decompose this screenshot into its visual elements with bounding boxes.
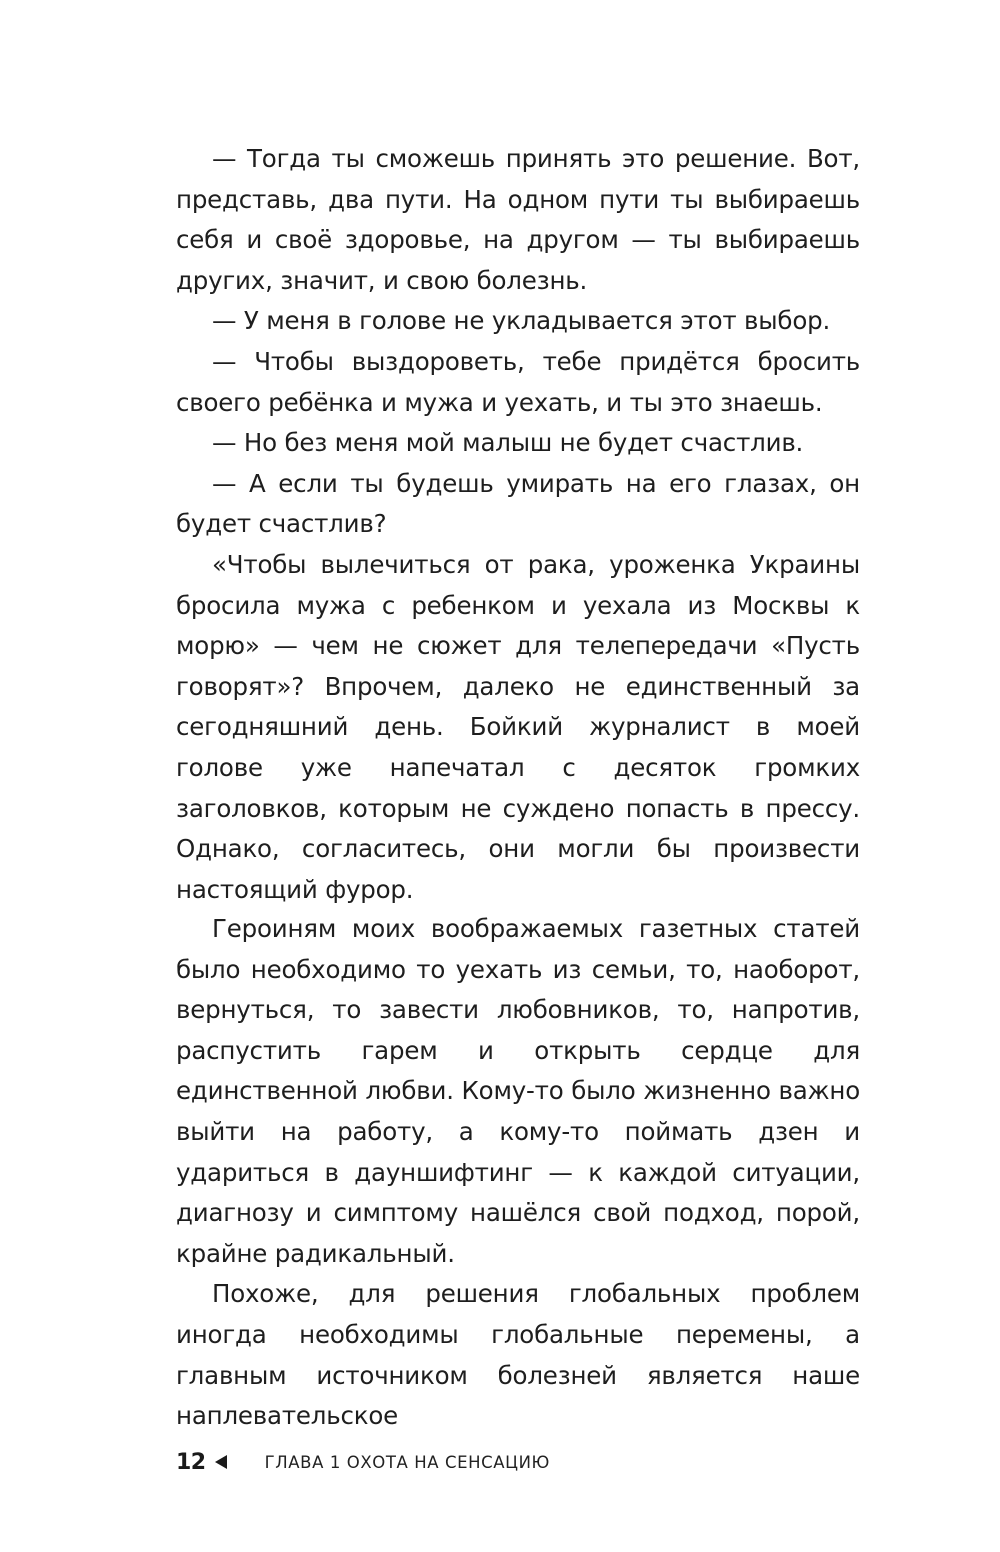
paragraph: Героиням моих воображаемых газетных статей было необходимо то уехать из семьи, то, наоборот, вернуться, то завести любовников, то, напротив, распустить гарем и открыть сердце для единственной любви. Кому-то было жизненно важно выйти на работу, а кому-то поймать дзен и удариться в дауншифтинг — к каждой ситуации, диагнозу и симптому нашёлся свой подход, порой, крайне радикальный.	[176, 914, 860, 1268]
text-section-narrative	[176, 909, 860, 1437]
paragraph: Похоже, для решения глобальных проблем иногда необходимы глобальные перемены, а главным источником болезней является наше наплевательское	[176, 1279, 860, 1431]
paragraph: — Но без меня мой малыш не будет счастлив.	[212, 428, 804, 458]
paragraph: — Чтобы выздороветь, тебе придётся бросить своего ребёнка и мужа и уехать, и ты это знаешь.	[176, 346, 860, 417]
page-footer	[176, 1442, 550, 1482]
left-triangle-icon	[215, 1455, 227, 1469]
paragraph: — Тогда ты сможешь принять это решение. Вот, представь, два пути. На одном пути ты выбираешь себя и своё здоровье, на другом — ты выбираешь других, значит, и свою болезнь.	[176, 144, 860, 295]
paragraph: — А если ты будешь умирать на его глазах, он будет счастлив?	[176, 468, 860, 539]
paragraph: — У меня в голове не укладывается этот выбор.	[212, 306, 831, 336]
text-section-dialogue	[176, 139, 860, 910]
page-number: 12	[176, 1449, 206, 1475]
running-header-chapter-title: ГЛАВА 1 ОХОТА НА СЕНСАЦИЮ	[264, 1452, 550, 1472]
paragraph: «Чтобы вылечиться от рака, уроженка Украины бросила мужа с ребенком и уехала из Москвы к морю» — чем не сюжет для телепередачи «Пусть говорят»? Впрочем, далеко не единственный за сегодняшний день. Бойкий журналист в моей голове уже напечатал с десяток громких заголовков, которым не суждено попасть в прессу. Однако, согласитесь, они могли бы произвести настоящий фурор.	[176, 549, 860, 904]
